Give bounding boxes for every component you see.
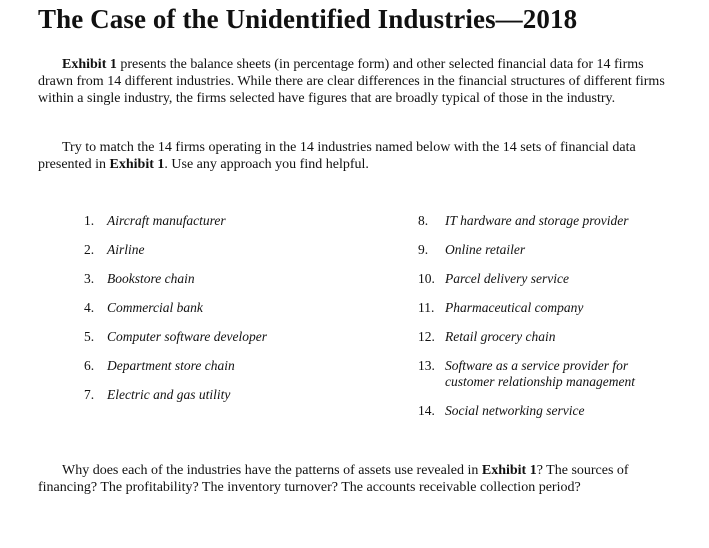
list-item xyxy=(84,329,384,345)
list-item xyxy=(418,300,678,316)
list-item xyxy=(418,329,678,345)
item-label: Computer software developer xyxy=(107,329,267,344)
list-item xyxy=(418,213,678,229)
list-item xyxy=(84,271,384,287)
industry-list-right xyxy=(418,213,678,432)
exhibit-ref: Exhibit 1 xyxy=(481,463,537,478)
item-number: 5. xyxy=(84,329,95,344)
item-label: Airline xyxy=(107,242,145,257)
list-item xyxy=(84,213,384,229)
item-number: 10. xyxy=(418,271,435,286)
item-label: Electric and gas utility xyxy=(107,387,231,402)
intro-paragraph-1-text: presents the balance sheets (in percentage form) and other selected financial data for 14 firms drawn from 14 different industries. While there are clear differences in the financial structures of different firms within a single industry, the firms selected have figures that are broadly typical of those in the industry. xyxy=(38,57,665,106)
item-number: 4. xyxy=(84,300,95,315)
item-number: 13. xyxy=(418,358,435,373)
item-label: Aircraft manufacturer xyxy=(107,213,226,228)
item-number: 2. xyxy=(84,242,95,257)
item-label: Commercial bank xyxy=(107,300,203,315)
question-paragraph xyxy=(38,462,670,496)
item-label: IT hardware and storage provider xyxy=(445,213,629,228)
list-item xyxy=(418,358,678,390)
item-label: Online retailer xyxy=(445,242,526,257)
list-item xyxy=(84,387,384,403)
item-number: 11. xyxy=(418,300,435,315)
item-number: 9. xyxy=(418,242,429,257)
exhibit-ref: Exhibit 1 xyxy=(62,57,117,72)
intro-paragraph-2 xyxy=(38,139,670,173)
question-text-a: Why does each of the industries have the patterns of assets use revealed in xyxy=(62,463,482,478)
list-item xyxy=(84,300,384,316)
item-label: Bookstore chain xyxy=(107,271,195,286)
page-title: The Case of the Unidentified Industries—2018 xyxy=(38,4,578,34)
list-item xyxy=(84,358,384,374)
item-number: 12. xyxy=(418,329,435,344)
intro-paragraph-2-text-b: . Use any approach you find helpful. xyxy=(164,157,369,172)
item-number: 1. xyxy=(84,213,95,228)
item-number: 14. xyxy=(418,403,435,418)
item-label: Software as a service provider for customer relationship management xyxy=(445,358,635,389)
item-label: Department store chain xyxy=(107,358,235,373)
intro-paragraph-2-text-a: Try to match the 14 firms operating in the 14 industries named below with the 14 sets of financial data presented in xyxy=(38,140,636,172)
exhibit-ref: Exhibit 1 xyxy=(109,157,165,172)
item-number: 8. xyxy=(418,213,429,228)
list-item xyxy=(418,271,678,287)
list-item xyxy=(418,403,678,419)
list-item xyxy=(418,242,678,258)
list-item xyxy=(84,242,384,258)
question-text-b: ? The sources of financing? The profitability? The inventory turnover? The accounts receivable collection period? xyxy=(38,463,629,495)
item-number: 3. xyxy=(84,271,95,286)
item-label: Pharmaceutical company xyxy=(445,300,584,315)
item-label: Social networking service xyxy=(445,403,585,418)
intro-paragraph-1 xyxy=(38,56,670,107)
item-label: Parcel delivery service xyxy=(445,271,569,286)
industry-list-left xyxy=(84,213,384,416)
item-number: 7. xyxy=(84,387,95,402)
item-number: 6. xyxy=(84,358,95,373)
item-label: Retail grocery chain xyxy=(445,329,556,344)
